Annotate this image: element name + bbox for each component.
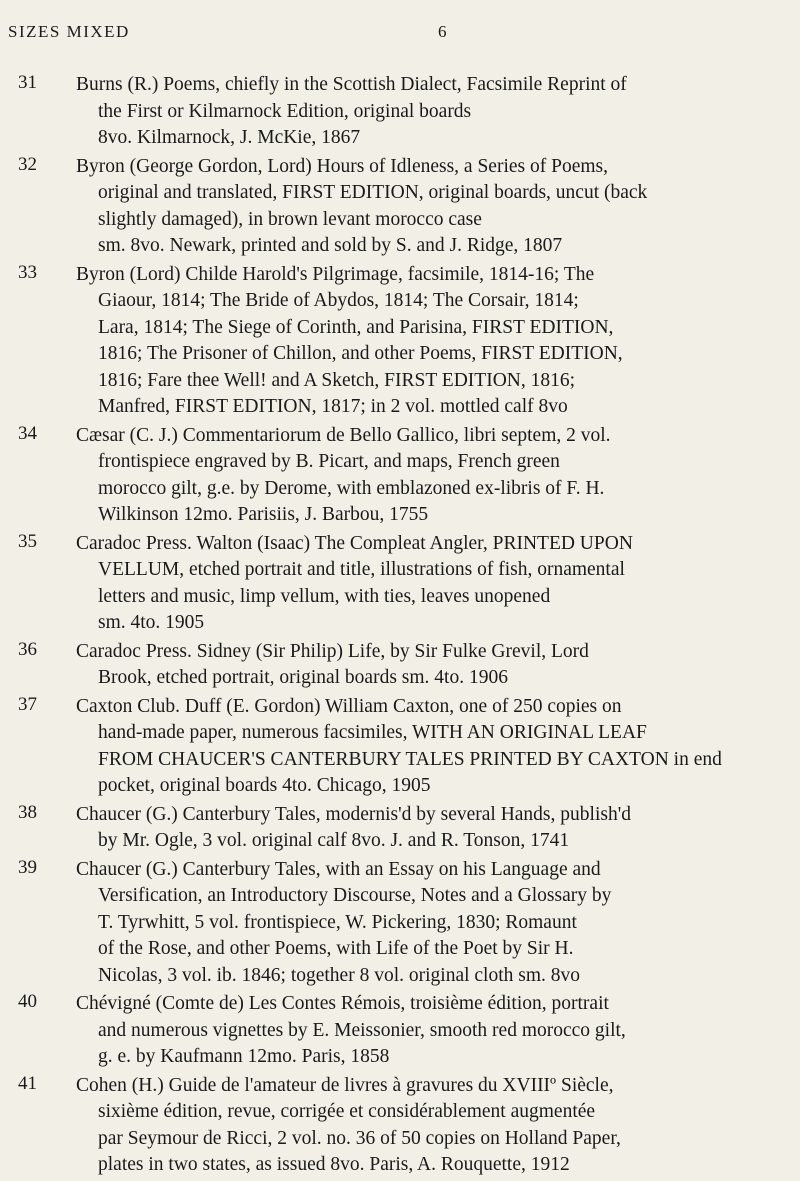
section-heading: SIZES MIXED (8, 22, 130, 41)
lot-line: 1816; Fare thee Well! and A Sketch, FIRST EDITION, 1816; (98, 369, 576, 391)
lot-line: 1816; The Prisoner of Chillon, and other Poems, FIRST EDITION, (98, 343, 623, 364)
lot-line: slightly damaged), in brown levant morocco case (98, 208, 482, 230)
lot-line: Brook, etched portrait, original boards sm. 4to. 1906 (98, 667, 508, 688)
lot-entry (0, 991, 800, 1071)
lot-line: of the Rose, and other Poems, with Life of the Poet by Sir H. (98, 938, 574, 959)
lot-line: pocket, original boards 4to. Chicago, 1905 (98, 775, 431, 796)
lot-entry (0, 857, 800, 990)
lot-description (76, 694, 776, 800)
lot-line: Burns (R.) Poems, chiefly in the Scottish Dialect, Facsimile Reprint of (76, 74, 627, 95)
lot-entry (0, 1073, 800, 1179)
lot-line: letters and music, limp vellum, with ties, leaves unopened (98, 585, 551, 607)
lot-line: the First or Kilmarnock Edition, original boards (98, 100, 472, 122)
lot-line: Caradoc Press. Walton (Isaac) The Compleat Angler, PRINTED UPON (76, 532, 633, 554)
lot-line: Chaucer (G.) Canterbury Tales, with an Essay on his Language and (76, 858, 601, 880)
lot-line: frontispiece engraved by B. Picart, and maps, French green (98, 451, 560, 472)
lot-line: FROM CHAUCER'S CANTERBURY TALES PRINTED BY CAXTON in end (98, 748, 722, 770)
lot-line: plates in two states, as issued 8vo. Paris, A. Rouquette, 1912 (98, 1154, 570, 1175)
lot-line: Lara, 1814; The Siege of Corinth, and Parisina, FIRST EDITION, (98, 316, 614, 338)
lot-number: 31 (18, 72, 37, 93)
lot-line: Byron (Lord) Childe Harold's Pilgrimage, facsimile, 1814-16; The (76, 263, 595, 285)
lot-line: par Seymour de Ricci, 2 vol. no. 36 of 50 copies on Holland Paper, (98, 1127, 621, 1149)
lot-line: original and translated, FIRST EDITION, original boards, uncut (back (98, 182, 648, 203)
lot-line: by Mr. Ogle, 3 vol. original calf 8vo. J. and R. Tonson, 1741 (98, 830, 570, 851)
lot-description (76, 262, 776, 421)
lot-number: 36 (18, 638, 37, 660)
lot-line: sm. 4to. 1905 (98, 612, 205, 633)
lot-line: Wilkinson 12mo. Parisiis, J. Barbou, 1755 (98, 504, 429, 525)
lot-entry (0, 262, 800, 421)
lot-line: Chévigné (Comte de) Les Contes Rémois, troisième édition, portrait (76, 993, 609, 1014)
lot-line: Caxton Club. Duff (E. Gordon) William Caxton, one of 250 copies on (76, 695, 622, 717)
page-number: 6 (438, 22, 448, 41)
lot-line: Nicolas, 3 vol. ib. 1846; together 8 vol. original cloth sm. 8vo (98, 964, 581, 986)
lot-number: 38 (18, 801, 37, 823)
lot-number: 39 (18, 856, 37, 878)
lot-entry (0, 154, 800, 260)
lot-description (76, 72, 776, 152)
lot-line: Cæsar (C. J.) Commentariorum de Bello Gallico, libri septem, 2 vol. (76, 424, 611, 446)
lot-line: Byron (George Gordon, Lord) Hours of Idleness, a Series of Poems, (76, 155, 608, 177)
lot-line: morocco gilt, g.e. by Derome, with emblazoned ex-libris of F. H. (98, 477, 605, 499)
lot-number: 37 (18, 693, 37, 715)
lot-line: Manfred, FIRST EDITION, 1817; in 2 vol. mottled calf 8vo (98, 396, 568, 417)
lot-line: sixième édition, revue, corrigée et considérablement augmentée (98, 1101, 596, 1122)
lot-entry (0, 639, 800, 692)
lot-line: T. Tyrwhitt, 5 vol. frontispiece, W. Pickering, 1830; Romaunt (98, 911, 577, 933)
lot-entry (0, 694, 800, 800)
lot-line: hand-made paper, numerous facsimiles, WITH AN ORIGINAL LEAF (98, 722, 647, 743)
lot-line: g. e. by Kaufmann 12mo. Paris, 1858 (98, 1046, 390, 1067)
lot-line: Caradoc Press. Sidney (Sir Philip) Life, by Sir Fulke Grevil, Lord (76, 640, 589, 662)
lot-list (0, 72, 800, 1181)
lot-entry (0, 802, 800, 855)
lot-description (76, 154, 776, 260)
lot-line: sm. 8vo. Newark, printed and sold by S. and J. Ridge, 1807 (98, 235, 563, 256)
lot-number: 40 (18, 991, 37, 1012)
lot-number: 41 (18, 1072, 37, 1094)
lot-line: VELLUM, etched portrait and title, illustrations of fish, ornamental (98, 559, 625, 580)
lot-description (76, 423, 776, 529)
lot-number: 35 (18, 530, 37, 552)
lot-line: and numerous vignettes by E. Meissonier, smooth red morocco gilt, (98, 1019, 626, 1041)
lot-line: Versification, an Introductory Discourse, Notes and a Glossary by (98, 885, 612, 906)
lot-description (76, 802, 776, 855)
lot-description (76, 639, 776, 692)
lot-description (76, 991, 776, 1071)
lot-entry (0, 531, 800, 637)
lot-description (76, 1073, 776, 1179)
lot-line: Cohen (H.) Guide de l'amateur de livres à gravures du XVIIIº Siècle, (76, 1074, 614, 1096)
lot-entry (0, 423, 800, 529)
lot-line: 8vo. Kilmarnock, J. McKie, 1867 (98, 127, 361, 148)
lot-line: Chaucer (G.) Canterbury Tales, modernis'd by several Hands, publish'd (76, 803, 631, 825)
lot-line: Giaour, 1814; The Bride of Abydos, 1814; The Corsair, 1814; (98, 290, 579, 311)
lot-number: 32 (18, 153, 37, 175)
lot-number: 33 (18, 261, 37, 283)
lot-entry (0, 72, 800, 152)
lot-number: 34 (18, 422, 37, 444)
lot-description (76, 531, 776, 637)
lot-description (76, 857, 776, 990)
